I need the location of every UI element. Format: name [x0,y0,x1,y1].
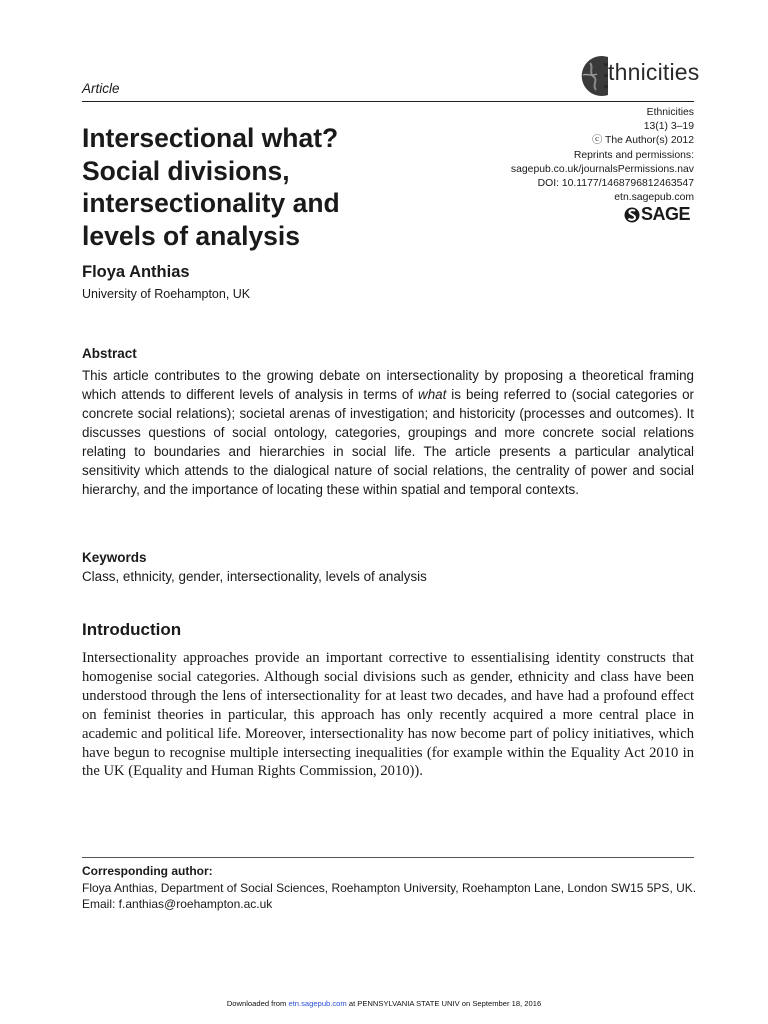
title-line: levels of analysis [82,220,301,251]
keywords-list: Class, ethnicity, gender, intersectionality, levels of analysis [82,569,427,584]
author-name: Floya Anthias [82,263,190,281]
footnote-rule [82,857,694,858]
journal-meta [464,106,694,205]
download-notice [0,999,768,1008]
author-affiliation: University of Roehampton, UK [82,287,251,301]
publisher-logo-text: SAGE [641,204,691,224]
introduction-heading: Introduction [82,620,182,639]
abstract-text [82,366,694,499]
download-link[interactable]: etn.sagepub.com [288,999,347,1008]
journal-logo-text: thnicities [608,59,700,85]
meta-permissions-url: sagepub.co.uk/journalsPermissions.nav [510,163,694,175]
journal-logo [578,55,700,97]
title-line: intersectionality and [82,188,340,218]
meta-reprints: Reprints and permissions: [573,149,694,161]
journal-logo-globe-icon [578,55,612,97]
abstract-text-part: This article contributes to the growing debate on intersectionality by proposing a theoretical framing which attends to different levels of analysis in terms of [82,368,694,402]
title-line: Intersectional what? [82,123,339,153]
download-suffix: at PENNSYLVANIA STATE UNIV on September 18, 2016 [346,999,542,1008]
meta-journal: Ethnicities [646,107,694,118]
article-title [82,122,442,252]
sage-icon [624,205,641,225]
abstract-emphasis: what [418,387,447,402]
meta-journal-url: etn.sagepub.com [614,192,694,204]
title-line: Social divisions, [82,155,290,186]
abstract-text-part: is being referred to (social categories or concrete social relations); societal arenas of investigation; and historicity (processes and outcomes). It discusses questions of social ontology, categories, groupings and more concrete social relations relating to boundaries and hierarchies in social life. The article presents a particular analytical sensitivity which attends to the dialogical nature of social relations, the centrality of power and social hierarchy, and the importance of locating these within spatial and temporal contexts. [82,387,694,497]
abstract-heading: Abstract [82,346,137,361]
corresponding-author-email: Email: f.anthias@roehampton.ac.uk [82,897,273,911]
corresponding-author-details [82,880,702,912]
introduction-text: Intersectionality approaches provide an important corrective to essentialising identity constructs that homogenise social categories. Although social divisions such as gender, ethnicity and class have been understood through the lens of intersectionality for at least two decades, and have had a profound effect on feminist theories in particular, this approach has only recently acquired a more central place in academic and political life. Moreover, intersectionality has now become part of policy initiatives, which have begun to recognise multiple intersecting inequalities (for example within the Equality Act 2010 in the UK (Equality and Human Rights Commission, 2010)). [82,650,694,780]
corresponding-author-address: Floya Anthias, Department of Social Sciences, Roehampton University, Roehampton Lane, London SW15 5PS, UK. [82,881,697,895]
keywords-heading: Keywords [82,550,147,565]
corresponding-author-heading: Corresponding author: [82,864,213,878]
article-type-label: Article [82,81,120,96]
header-rule [82,101,694,102]
publisher-logo [624,204,696,226]
meta-doi: DOI: 10.1177/1468796812463547 [537,178,694,190]
download-prefix: Downloaded from [226,999,289,1008]
meta-copyright: ⓒ The Author(s) 2012 [591,135,694,147]
meta-volume: 13(1) 3–19 [643,121,694,133]
